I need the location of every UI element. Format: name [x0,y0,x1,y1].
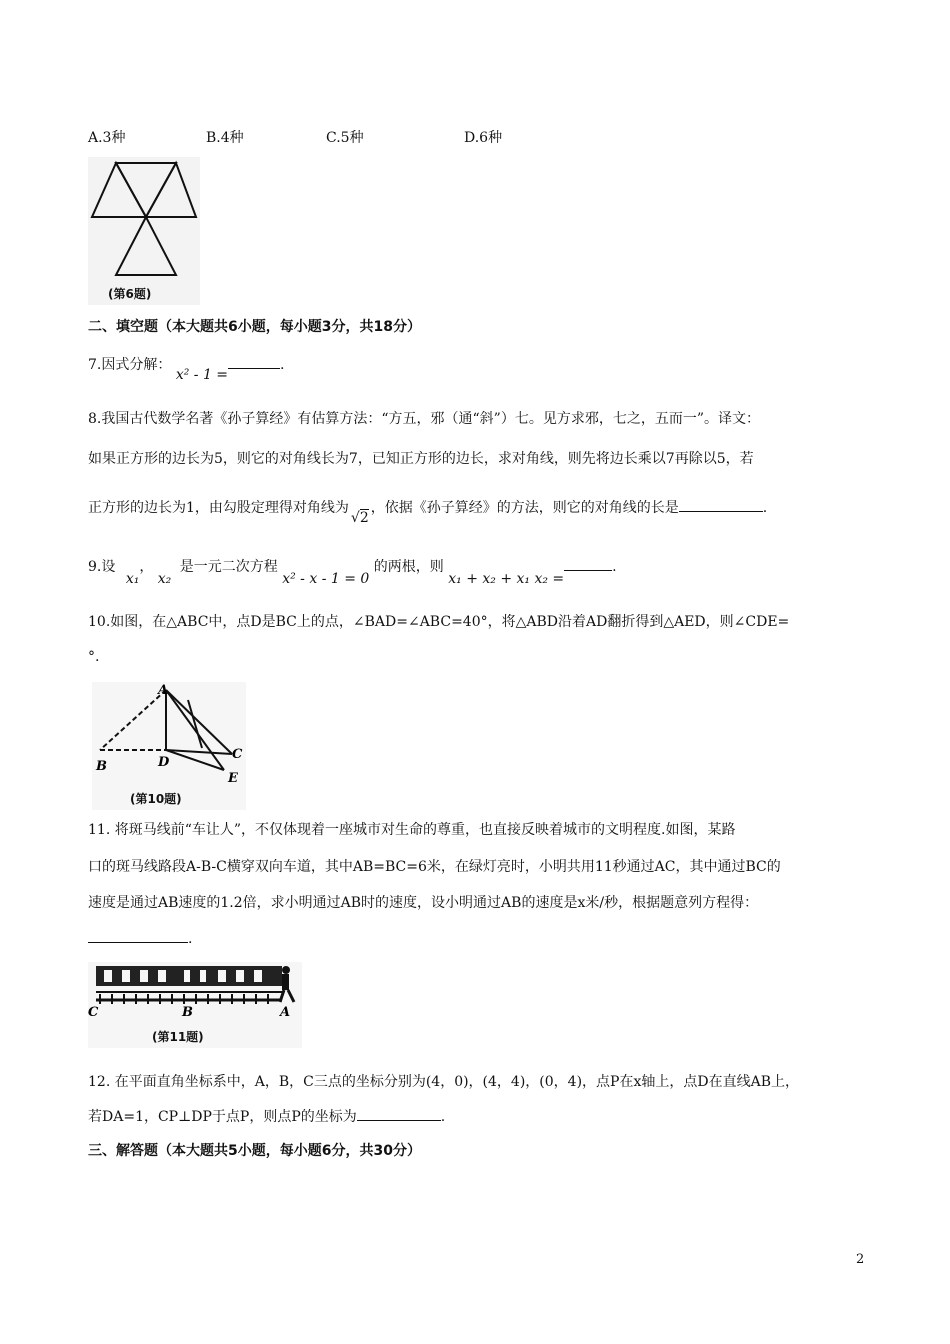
section-2-heading: 二、填空题（本大题共6小题，每小题3分，共18分） [88,319,421,335]
label-c: C [88,1005,99,1020]
q6-figure [88,157,200,305]
q9-answer-blank [564,558,612,571]
label-c: C [232,747,243,762]
section-3-heading: 三、解答题（本大题共5小题，每小题6分，共30分） [88,1143,421,1159]
q9-after-text: 的两根，则 [373,559,444,575]
q11-line-1: 11. 将斑马线前“车让人”，不仅体现着一座城市对生命的尊重，也直接反映着城市的文明程度.如图，某路 [88,822,736,838]
q6-caption: (第6题) [108,287,152,301]
q12-line-1: 12. 在平面直角坐标系中，A，B，C三点的坐标分别为(4，0)，(4，4)，(0，4)，点P在x轴上，点D在直线AB上， [88,1074,799,1090]
question-9 [88,557,617,587]
q8-line-3 [88,498,768,526]
q10-line-2: °. [88,649,100,665]
q12-text: 若DA=1，CP⊥DP于点P，则点P的坐标为 [88,1109,357,1125]
q8-line-1: 8.我国古代数学名著《孙子算经》有估算方法：“方五，邪（通“斜”）七。见方求邪，七之，五而一”。译文： [88,411,760,427]
q11-line-2: 口的斑马线路段A-B-C横穿双向车道，其中AB=BC=6米，在绿灯亮时，小明共用11秒通过AC，其中通过BC的 [88,859,781,875]
q11-answer-blank [88,930,188,943]
label-a: A [280,1005,291,1020]
label-b: B [96,759,107,774]
q12-line-2 [88,1107,445,1127]
label-d: D [158,755,170,770]
q9-expression: x₁ + x₂ + x₁ x₂ = [448,571,565,587]
q11-caption: (第11题) [152,1030,204,1044]
q11-suffix: . [188,931,193,947]
q12-suffix: . [440,1109,446,1125]
triangle-figure [88,157,200,305]
q10-figure [92,682,246,810]
q10-line-1: 10.如图，在△ABC中，点D是BC上的点，∠BAD=∠ABC=40°，将△ABD沿着AD翻折得到△AED，则∠CDE= [88,614,790,630]
q6-option-b: B.4种 [206,130,244,146]
q11-answer-line [88,929,192,949]
label-a: A [158,683,169,698]
q9-equation: x² - x - 1 = 0 [282,571,370,587]
label-b: B [182,1005,193,1020]
q10-caption: (第10题) [130,792,182,806]
q8-line-2: 如果正方形的边长为5，则它的对角线长为7，已知正方形的边长，求对角线，则先将边长乘以7再除以5，若 [88,451,754,467]
q12-answer-blank [357,1108,441,1121]
q8-answer-blank [679,499,763,512]
q9-x2: x₂ [157,571,172,587]
q7-expression: x² - 1 = [175,367,229,383]
question-7 [88,355,285,383]
q7-answer-blank [228,356,280,369]
q9-prefix: 9.设 [88,559,116,575]
q9-comma: ， [139,559,154,575]
q8-suffix: . [762,500,768,516]
q9-mid-text: 是一元二次方程 [179,559,278,575]
page-number: 2 [856,1252,865,1267]
q6-option-c: C.5种 [326,130,364,146]
q6-option-a: A.3种 [88,130,126,146]
sqrt-symbol: √2 [350,510,369,526]
sqrt-radicand: 2 [359,510,369,526]
q9-suffix: . [612,559,617,575]
q7-suffix: . [280,357,285,373]
q7-prefix: 7.因式分解： [88,357,172,373]
q11-line-3: 速度是通过AB速度的1.2倍，求小明通过AB时的速度，设小明通过AB的速度是x米/秒，根据题意列方程得： [88,895,759,911]
q9-x1: x₁ [125,571,140,587]
label-e: E [228,771,238,786]
q8-line-3a: 正方形的边长为1，由勾股定理得对角线为 [88,500,349,516]
q11-figure [88,962,302,1048]
q8-line-3b: ，依据《孙子算经》的方法，则它的对角线的长是 [370,500,679,516]
q6-option-d: D.6种 [464,130,503,146]
